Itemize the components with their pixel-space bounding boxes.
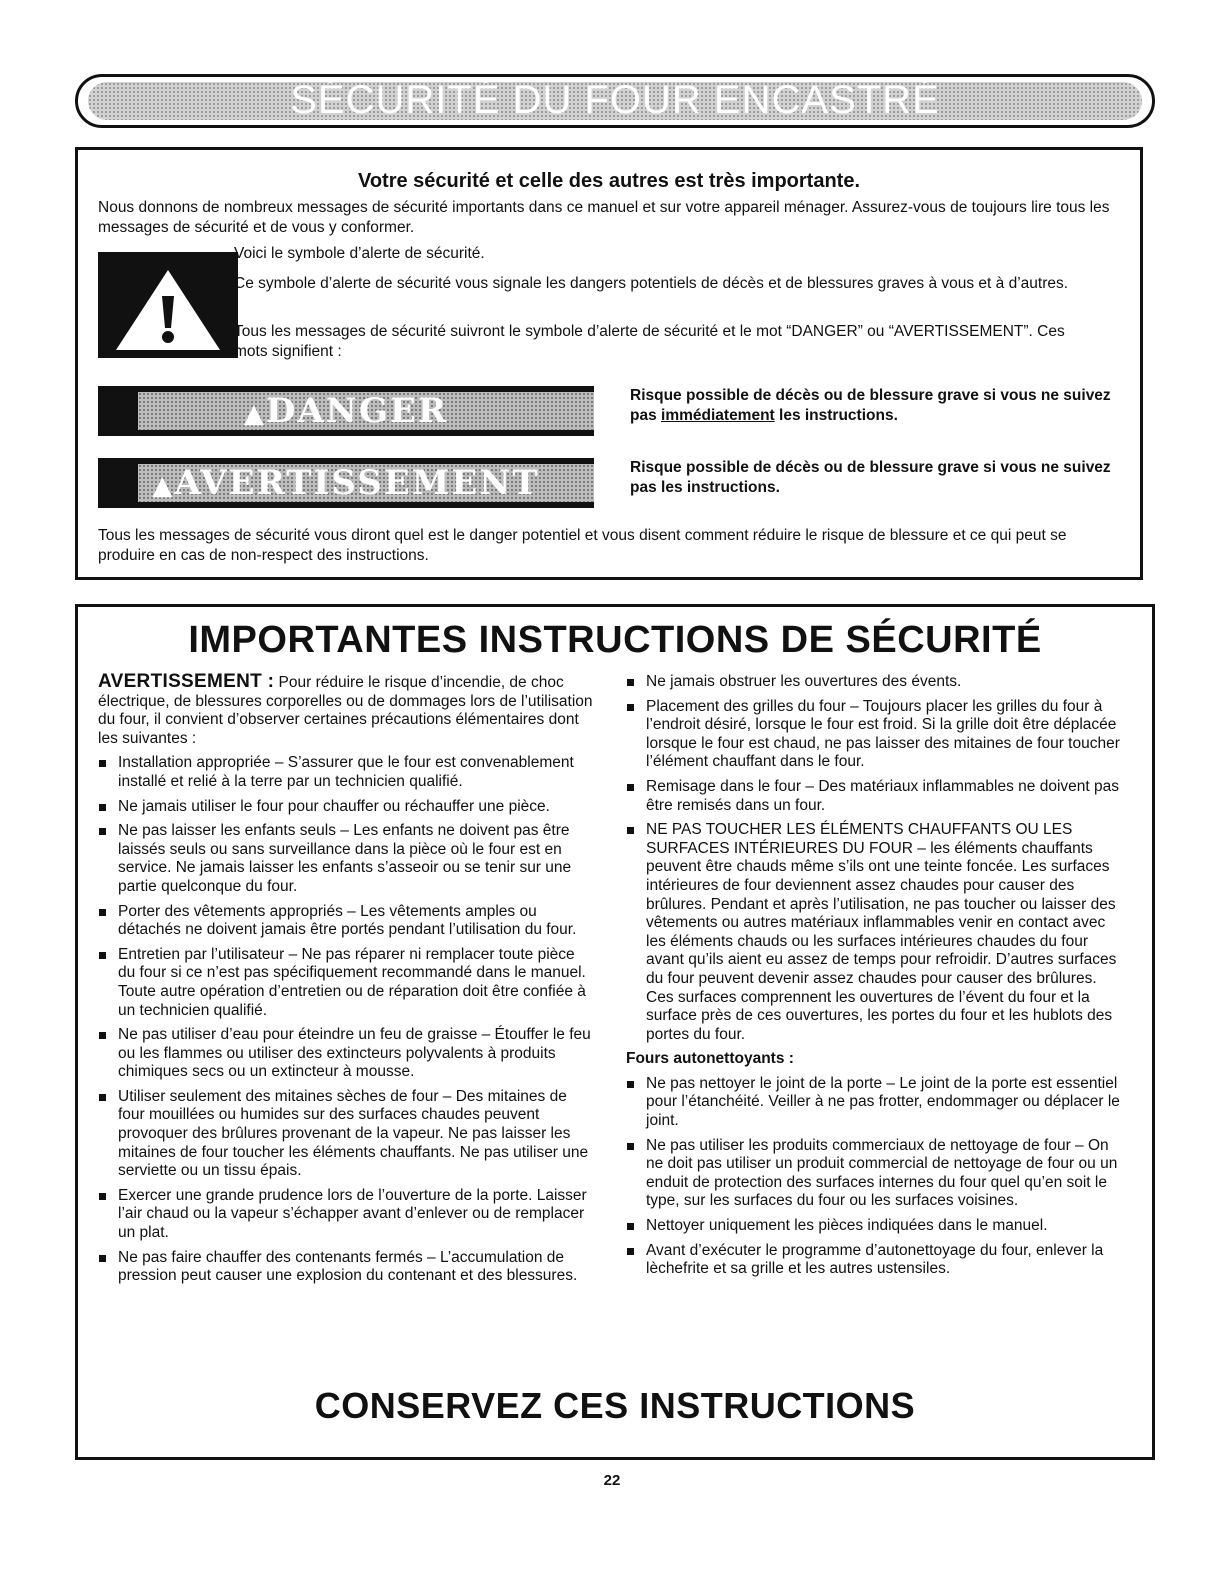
safety-message-box bbox=[75, 147, 1143, 580]
section-header bbox=[75, 74, 1155, 128]
list-item: Entretien par l’utilisateur – Ne pas réparer ni remplacer toute pièce du four si ce n’est pas spécifiquement recommandé dans le manuel. Toute autre opération d’entretien ou de réparation doit être confiée à un technicien qualifié. bbox=[98, 946, 593, 1020]
page-number: 22 bbox=[603, 1472, 621, 1489]
safety-heading: Votre sécurité et celle des autres est très importante. bbox=[357, 170, 861, 192]
instructions-right-column bbox=[626, 673, 1121, 1285]
self-clean-list bbox=[626, 1075, 1121, 1279]
list-item: Ne pas faire chauffer des contenants fermés – L’accumulation de pression peut causer une explosion du contenant et des blessures. bbox=[98, 1249, 593, 1286]
list-item: Ne pas nettoyer le joint de la porte – Le joint de la porte est essentiel pour l’étanchéité. Veiller à ne pas frotter, endommager ou déplacer le joint. bbox=[626, 1075, 1121, 1131]
lead-keyword: AVERTISSEMENT : bbox=[98, 671, 275, 692]
list-item: Exercer une grande prudence lors de l’ouverture de la porte. Laisser l’air chaud ou la vapeur s’échapper avant d’enlever ou de remplacer un plat. bbox=[98, 1187, 593, 1243]
safety-alert-symbol-icon bbox=[98, 252, 238, 358]
safety-footer: Tous les messages de sécurité vous diront quel est le danger potentiel et vous disent comment réduire le risque de blessure et ce qui peut se produire en cas de non-respect des instructions. bbox=[98, 527, 1067, 564]
symbol-intro-text: Voici le symbole d’alerte de sécurité. bbox=[234, 245, 485, 262]
danger-emphasis: immédiatement bbox=[661, 407, 775, 424]
warning-signal-panel bbox=[98, 458, 594, 508]
instructions-lead: AVERTISSEMENT : Pour réduire le risque d’incendie, de choc électrique, de blessures corporelles ou de dommages lors de l’utilisation du four, il convient d’observer certaines précautions élémentaires dont les suivantes : bbox=[98, 671, 593, 747]
list-item: Remisage dans le four – Des matériaux inflammables ne doivent pas être remisés dans un four. bbox=[626, 778, 1121, 815]
list-item: Installation appropriée – S’assurer que le four est convenablement installé et relié à la terre par un technicien qualifié. bbox=[98, 754, 593, 791]
instructions-box bbox=[75, 604, 1155, 1460]
right-bullet-list bbox=[626, 673, 1121, 1044]
list-item: Ne pas utiliser d’eau pour éteindre un feu de graisse – Étouffer le feu ou les flammes ou utiliser des extincteurs polyvalents à produits chimiques secs ou un extincteur à mousse. bbox=[98, 1026, 593, 1082]
list-item: Porter des vêtements appropriés – Les vêtements amples ou détachés ne doivent jamais être portés pendant l’utilisation du four. bbox=[98, 903, 593, 940]
left-bullet-list bbox=[98, 754, 593, 1285]
list-item: Placement des grilles du four – Toujours placer les grilles du four à l’endroit désiré, lorsque le four est froid. Si la grille doit être déplacée lorsque le four est chaud, ne pas laisser des mitaines de four toucher l’élément chauffant dans le four. bbox=[626, 698, 1121, 772]
instructions-title: IMPORTANTES INSTRUCTIONS DE SÉCURITÉ bbox=[188, 619, 1042, 661]
list-item: Ne jamais obstruer les ouvertures des évents. bbox=[626, 673, 1121, 692]
alert-triangle-icon: ▲ bbox=[152, 471, 175, 501]
list-item: Nettoyer uniquement les pièces indiquées dans le manuel. bbox=[626, 1217, 1121, 1236]
list-item: NE PAS TOUCHER LES ÉLÉMENTS CHAUFFANTS OU LES SURFACES INTÉRIEURES DU FOUR – les éléments chauffants peuvent être chauds même s’ils ont une teinte foncée. Les surfaces intérieures de four deviennent assez chaudes pour causer des brûlures. Pendant et après l’utilisation, ne pas toucher ou laisser des vêtements ou autres matériaux inflammables venir en contact avec les éléments chauds ou les surfaces intérieures chaudes du four avant qu’ils aient eu assez de temps pour refroidir. D’autres surfaces du four peuvent devenir assez chaudes pour causer des brûlures. Ces surfaces comprennent les ouvertures de l’évent du four et la surface près de ces ouvertures, les portes du four et les hublots des portes du four. bbox=[626, 821, 1121, 1044]
self-clean-heading: Fours autonettoyants : bbox=[626, 1050, 794, 1068]
alert-triangle-icon: ▲ bbox=[243, 399, 266, 429]
section-title: SÉCURITÉ DU FOUR ENCASTRÉ bbox=[290, 78, 940, 122]
save-instructions-title: CONSERVEZ CES INSTRUCTIONS bbox=[314, 1385, 916, 1426]
list-item: Ne pas laisser les enfants seuls – Les enfants ne doivent pas être laissés seuls ou sans surveillance dans la pièce où le four est en service. Ne jamais laisser les enfants s’asseoir ou se tenir sur une partie quelconque du four. bbox=[98, 822, 593, 896]
list-item: Avant d’exécuter le programme d’autonettoyage du four, enlever la lèchefrite et sa grille et les autres ustensiles. bbox=[626, 1242, 1121, 1279]
instructions-left-column bbox=[98, 673, 593, 1292]
warning-label: AVERTISSEMENT bbox=[174, 463, 540, 503]
danger-description: Risque possible de décès ou de blessure grave si vous ne suivez pas immédiatement les instructions. bbox=[630, 387, 1111, 424]
signal-words-text: Tous les messages de sécurité suivront le symbole d’alerte de sécurité et le mot “DANGER” ou “AVERTISSEMENT”. Ces mots signifient : bbox=[234, 323, 1065, 360]
list-item: Utiliser seulement des mitaines sèches de four – Des mitaines de four mouillées ou humides sur des surfaces chaudes peuvent provoquer des brûlures provenant de la vapeur. Ne pas laisser les mitaines de four toucher les éléments chauffants. Ne pas utiliser une serviette ou un tissu épais. bbox=[98, 1088, 593, 1181]
danger-signal-panel bbox=[98, 386, 594, 436]
danger-label: DANGER bbox=[265, 391, 449, 431]
list-item: Ne jamais utiliser le four pour chauffer ou réchauffer une pièce. bbox=[98, 798, 593, 817]
safety-intro: Nous donnons de nombreux messages de sécurité importants dans ce manuel et sur votre appareil ménager. Assurez-vous de toujours lire tous les messages de sécurité et de vous y conformer. bbox=[98, 199, 1110, 236]
list-item: Ne pas utiliser les produits commerciaux de nettoyage de four – On ne doit pas utiliser un produit commercial de nettoyage de four ou un enduit de protection des surfaces internes du four quel qu’en soit le type, sur les surfaces du four ou les surfaces voisines. bbox=[626, 1137, 1121, 1211]
warning-description: Risque possible de décès ou de blessure grave si vous ne suivez pas les instructions. bbox=[630, 459, 1111, 496]
symbol-meaning-text: Ce symbole d’alerte de sécurité vous signale les dangers potentiels de décès et de blessures graves à vous et à d’autres. bbox=[234, 275, 1069, 292]
